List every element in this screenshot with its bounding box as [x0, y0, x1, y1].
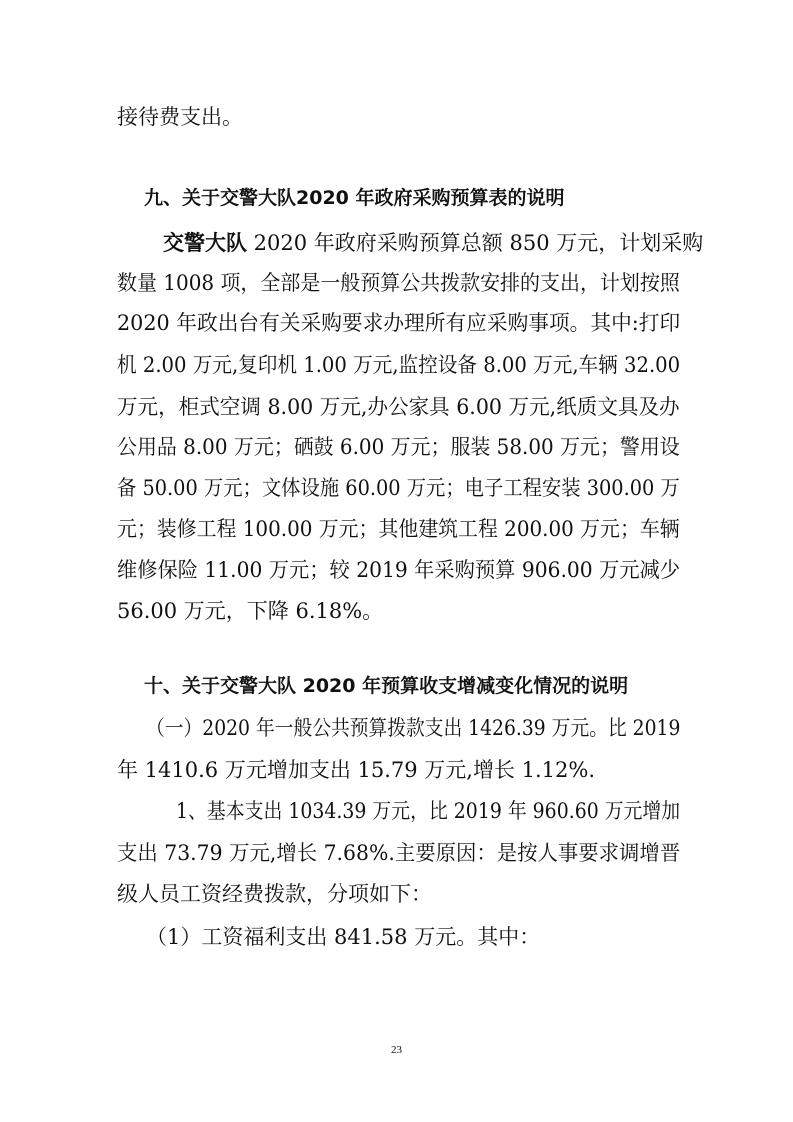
paragraph-line: 年 1410.6 万元增加支出 15.79 万元,增长 1.12%.	[117, 758, 596, 782]
paragraph-line: 级人员工资经费拨款，分项如下：	[117, 882, 432, 906]
paragraph-line: 元；装修工程 100.00 万元；其他建筑工程 200.00 万元；车辆	[117, 517, 680, 541]
paragraph-line: 万元，柜式空调 8.00 万元,办公家具 6.00 万元,纸质文具及办	[117, 395, 680, 419]
section-heading-ten: 十、关于交警大队 2020 年预算收支增减变化情况的说明	[144, 675, 629, 697]
paragraph-line: 备 50.00 万元；文体设施 60.00 万元；电子工程安装 300.00 万	[117, 476, 680, 500]
page-number: 23	[391, 1044, 402, 1056]
paragraph-line: 1、基本支出 1034.39 万元，比 2019 年 960.60 万元增加	[176, 799, 681, 823]
paragraph-line	[163, 233, 703, 254]
section-heading-nine: 九、关于交警大队2020 年政府采购预算表的说明	[144, 187, 565, 209]
paragraph-line: （1）工资福利支出 841.58 万元。其中：	[146, 925, 541, 949]
paragraph-line: 2020 年政出台有关采购要求办理所有应采购事项。其中:打印	[117, 311, 681, 335]
paragraph-line: 机 2.00 万元,复印机 1.00 万元,监控设备 8.00 万元,车辆 32.00	[117, 353, 681, 377]
paragraph-line: 公用品 8.00 万元；硒鼓 6.00 万元；服装 58.00 万元；警用设	[117, 435, 680, 459]
paragraph-line: 数量 1008 项，全部是一般预算公共拨款安排的支出，计划按照	[117, 271, 680, 295]
paragraph-line: 维修保险 11.00 万元；较 2019 年采购预算 906.00 万元减少	[117, 558, 681, 582]
paragraph-text: 2020 年政府采购预算总额 850 万元，计划采购	[247, 231, 704, 255]
paragraph-line: 支出 73.79 万元,增长 7.68%.主要原因：是按人事要求调增晋	[117, 841, 681, 865]
paragraph-line: （一）2020 年一般公共预算拨款支出 1426.39 万元。比 2019	[146, 716, 681, 740]
paragraph-line: 56.00 万元，下降 6.18%。	[117, 599, 384, 623]
unit-name: 交警大队	[163, 231, 247, 255]
paragraph-line: 接待费支出。	[117, 105, 243, 129]
